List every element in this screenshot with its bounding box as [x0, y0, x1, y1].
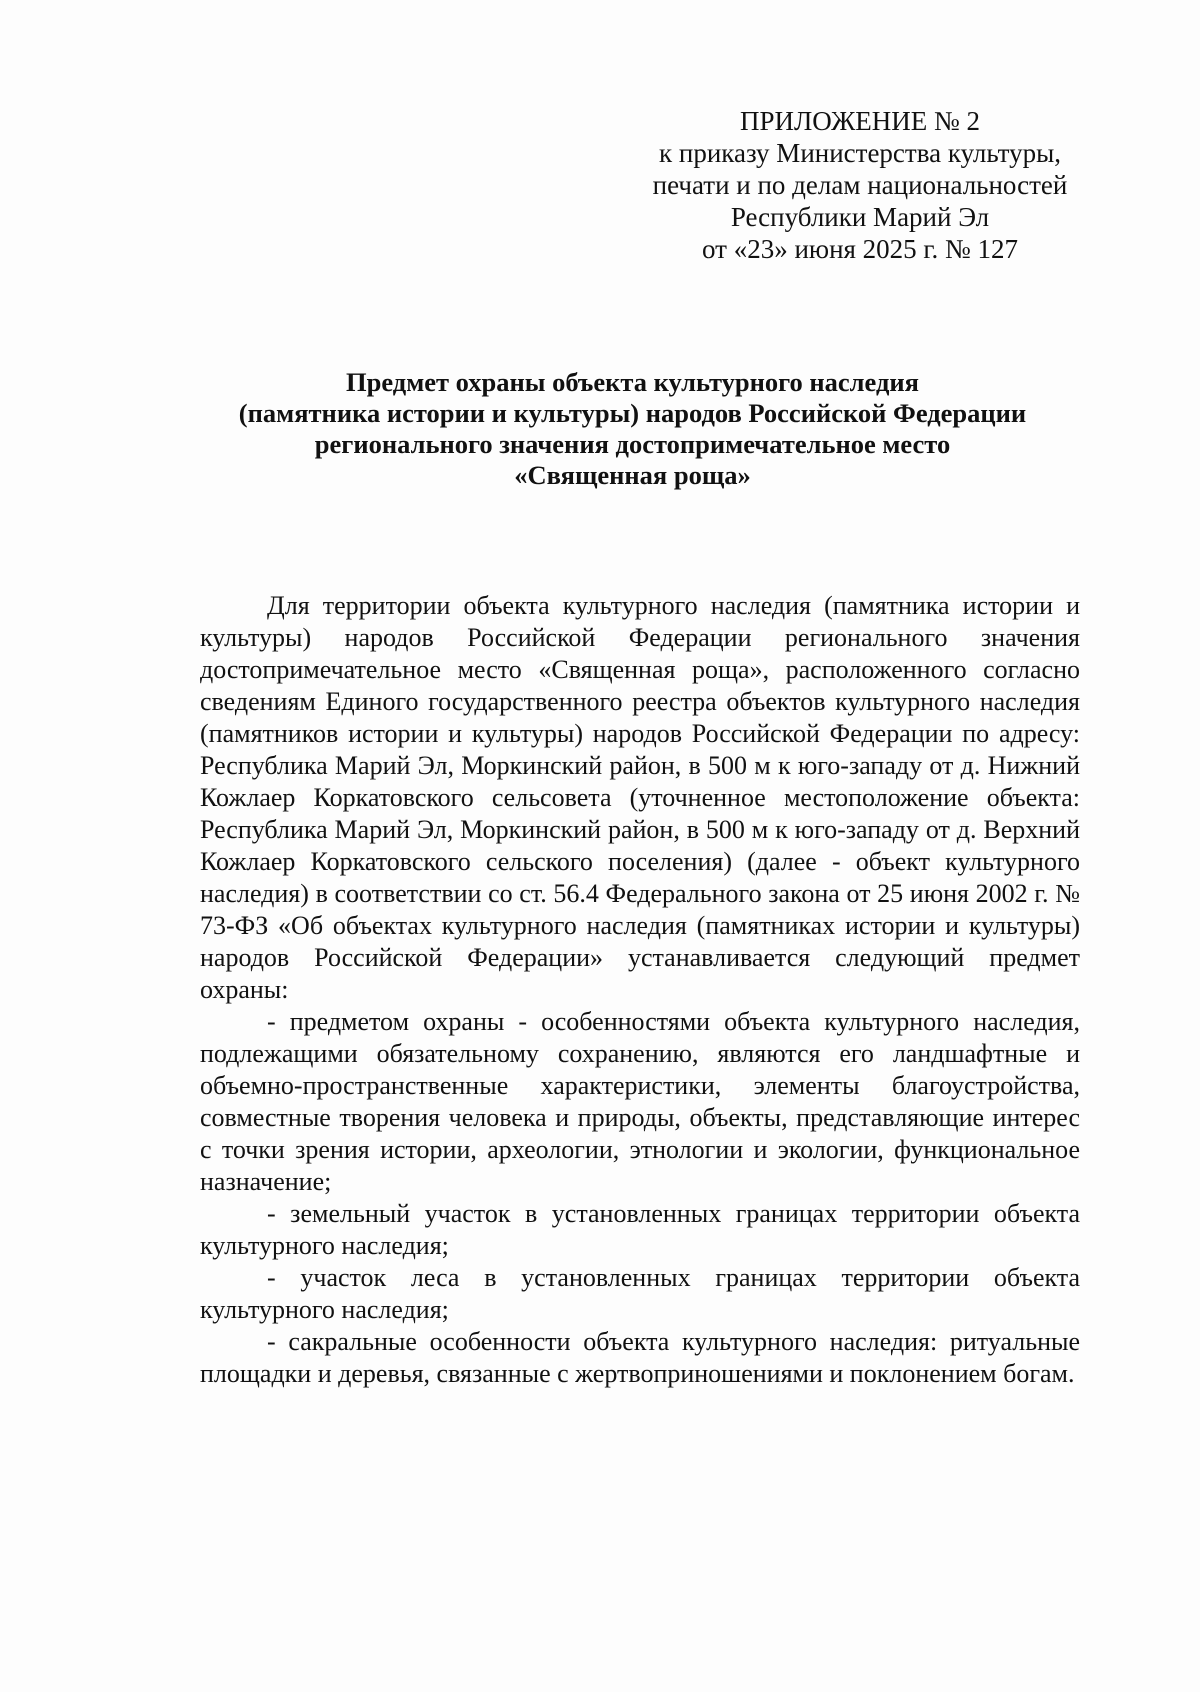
protection-item: - предметом охраны - особенностями объекта культурного наследия, подлежащими обязательному сохранению, являются его ландшафтные и объемно-пространственные характеристики, элементы благоустройства, совместные творения человека и природы, объекты, представляющие интерес с точки зрения истории, археологии, этнологии и экологии, функциональное назначение;	[200, 1007, 1080, 1196]
document-title	[170, 367, 1095, 491]
title-line-1: Предмет охраны объекта культурного наследия	[346, 367, 919, 397]
appendix-header	[600, 105, 1120, 265]
protection-item: - участок леса в установленных границах территории объекта культурного наследия;	[200, 1263, 1080, 1324]
title-line-3: регионального значения достопримечательное место	[314, 429, 951, 459]
title-line-4: «Священная роща»	[514, 460, 751, 490]
protection-item: - земельный участок в установленных границах территории объекта культурного наследия;	[200, 1199, 1080, 1260]
appendix-ministry: печати и по делам национальностей	[652, 170, 1068, 200]
appendix-republic: Республики Марий Эл	[730, 202, 990, 232]
protection-item: - сакральные особенности объекта культурного наследия: ритуальные площадки и деревья, связанные с жертвоприношениями и поклонением богам.	[200, 1327, 1080, 1388]
appendix-order-ref: к приказу Министерства культуры,	[659, 138, 1061, 168]
appendix-date-number: от «23» июня 2025 г. № 127	[702, 234, 1018, 264]
title-line-2: (памятника истории и культуры) народов Российской Федерации	[238, 398, 1027, 428]
appendix-number: ПРИЛОЖЕНИЕ № 2	[739, 106, 981, 136]
document-body	[200, 590, 1080, 1390]
intro-paragraph: Для территории объекта культурного наследия (памятника истории и культуры) народов Российской Федерации регионального значения достопримечательное место «Священная роща», расположенного согласно сведениям Единого государственного реестра объектов культурного наследия (памятников истории и культуры) народов Российской Федерации по адресу: Республика Марий Эл, Моркинский район, в 500 м к юго-западу от д. Нижний Кожлаер Коркатовского сельсовета (уточненное местоположение объекта: Республика Марий Эл, Моркинский район, в 500 м к юго-западу от д. Верхний Кожлаер Коркатовского сельского поселения) (далее - объект культурного наследия) в соответствии со ст. 56.4 Федерального закона от 25 июня 2002 г. № 73-ФЗ «Об объектах культурного наследия (памятниках истории и культуры) народов Российской Федерации» устанавливается следующий предмет охраны:	[200, 591, 1080, 1004]
